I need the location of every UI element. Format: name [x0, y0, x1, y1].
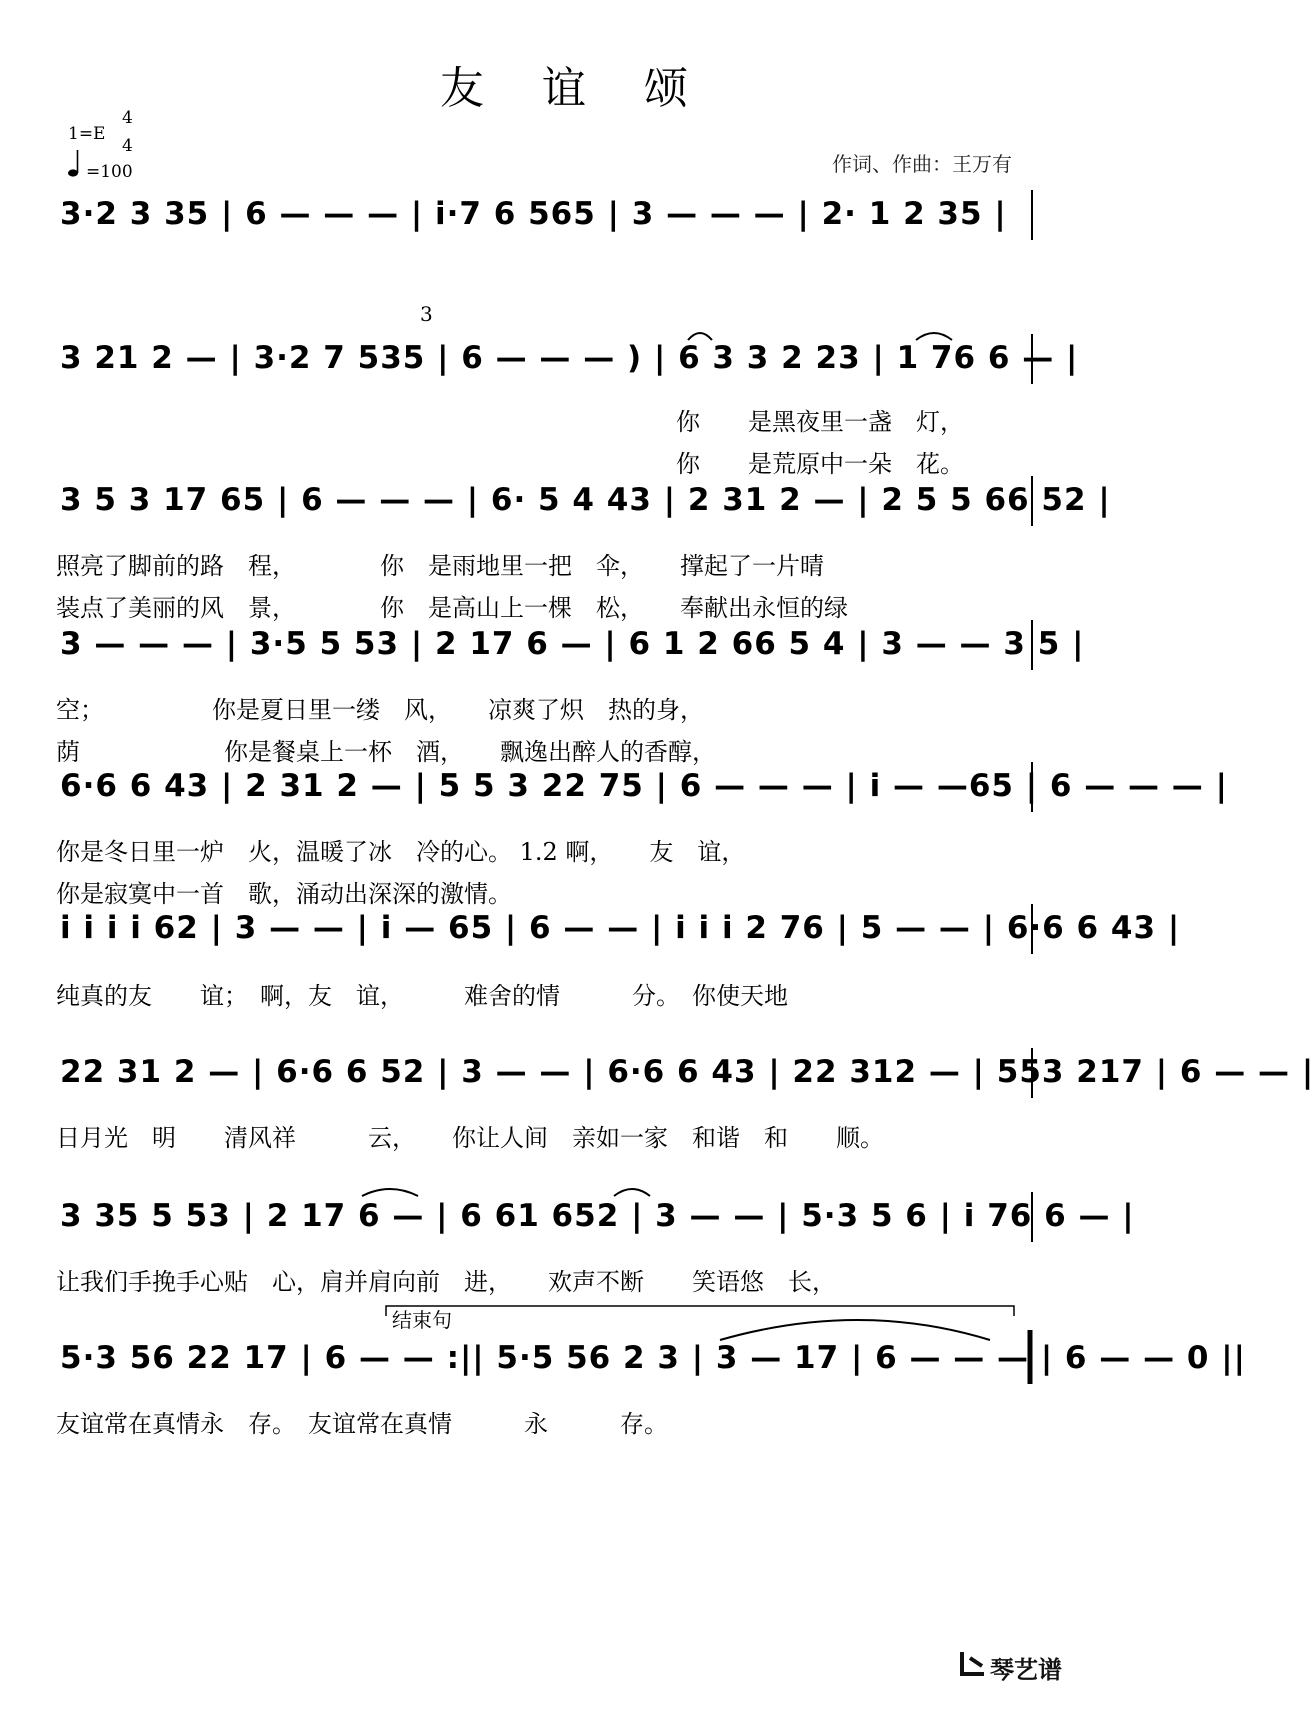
lyric-verse-2: 装点了美丽的风 景， 你 是高山上一棵 松， 奉献出永恒的绿 [56, 594, 848, 622]
triplet-mark: 3 [420, 302, 433, 326]
notation-line: i i i i 62 | 3 — — | i — 65 | 6 — — | i i i 2 76 | 5 — — | 6·6 6 43 | [60, 910, 1181, 946]
notation-line: 3 21 2 — | 3·2 7 535 | 6 — — — ) | 6 3 3 2 23 | 1 76 6 — | [60, 340, 1079, 376]
notation-line: 22 31 2 — | 6·6 6 52 | 3 — — | 6·6 6 43 | 22 312 — | 553 217 | 6 — — | [60, 1054, 1314, 1090]
lyric-verse-1: 照亮了脚前的路 程， 你 是雨地里一把 伞， 撑起了一片晴 [56, 552, 824, 580]
notation-line: 3 35 5 53 | 2 17 6 — | 6 61 652 | 3 — — | 5·3 5 6 | i 76 6 — | [60, 1198, 1135, 1234]
time-signature-top: 4 [122, 108, 133, 128]
lyric-line: 让我们手挽手心贴 心，肩并肩向前 进， 欢声不断 笑语悠 长， [56, 1268, 836, 1296]
lyric-line: 友谊常在真情永 存。 友谊常在真情 永 存。 [56, 1410, 668, 1438]
logo-icon [958, 1648, 988, 1678]
lyric-verse-1: 你 是黑夜里一盏 灯， [676, 408, 964, 436]
notation-line: 3 — — — | 3·5 5 53 | 2 17 6 — | 6 1 2 66 5 4 | 3 — — 3 5 | [60, 626, 1085, 662]
lyric-verse-2: 荫 你是餐桌上一杯 酒， 飘逸出醉人的香醇， [56, 738, 716, 766]
notation-line: 3 5 3 17 65 | 6 — — — | 6· 5 4 43 | 2 31 2 — | 2 5 5 66 52 | [60, 482, 1111, 518]
lyric-verse-1: 空； 你是夏日里一缕 风， 凉爽了炽 热的身， [56, 696, 704, 724]
time-signature-bottom: 4 [122, 136, 133, 156]
notation-line: 6·6 6 43 | 2 31 2 — | 5 5 3 22 75 | 6 — — — | i — —65 | 6 — — — | [60, 768, 1228, 804]
logo-text: 琴艺谱 [990, 1656, 1062, 1684]
notation-line: 3·2 3 35 | 6 — — — | i·7 6 565 | 3 — — — | 2· 1 2 35 | [60, 196, 1007, 232]
lyric-verse-2: 你 是荒原中一朵 花。 [676, 450, 964, 478]
credits: 作词、作曲：王万有 [832, 152, 1012, 176]
tempo-marking: =100 [86, 162, 133, 182]
ending-label: 结束句 [392, 1308, 452, 1332]
lyric-verse-1: 你是冬日里一炉 火，温暖了冰 冷的心。 1.2 啊， 友 谊， [56, 838, 746, 866]
score-title: 友 谊 颂 [440, 63, 710, 114]
lyric-line: 日月光 明 清风祥 云， 你让人间 亲如一家 和谐 和 顺。 [56, 1124, 884, 1152]
lyric-line: 纯真的友 谊； 啊，友 谊， 难舍的情 分。 你使天地 [56, 982, 788, 1010]
notation-line: 5·3 56 22 17 | 6 — — :|| 5·5 56 2 3 | 3 — 17 | 6 — — — | 6 — — 0 || [60, 1340, 1246, 1376]
key-signature: 1=E [68, 124, 106, 144]
lyric-verse-2: 你是寂寞中一首 歌，涌动出深深的激情。 [56, 880, 512, 908]
